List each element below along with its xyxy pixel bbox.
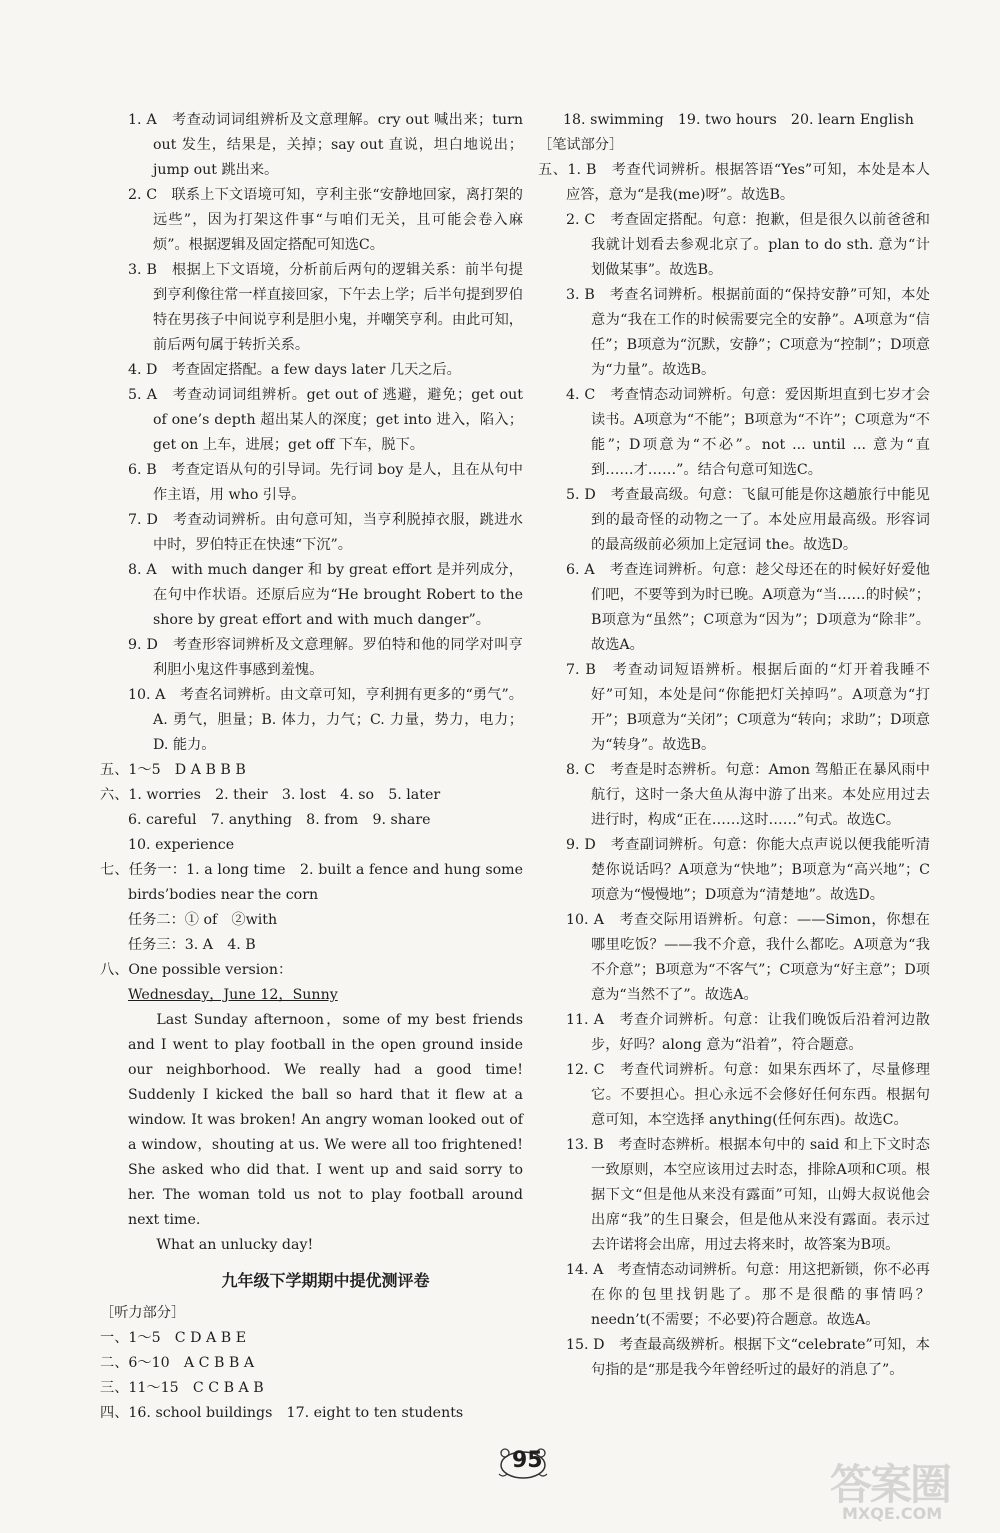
answer-item: 7. B 考查动词短语辨析。根据后面的“灯开着我睡不好”可知，本处是问“你能把灯关掉吗”。A项意为“打开”；B项意为“关闭”；C项意为“转向；求助”；D项意为“转身”。故选B。 bbox=[566, 662, 930, 753]
listening-heading: ［听力部分］ bbox=[100, 1305, 186, 1321]
section-6-line2: 6. careful 7. anything 8. from 9. share bbox=[128, 812, 431, 828]
answer-item: 1. A 考查动词词组辨析及文意理解。cry out 喊出来；turn out 发生，结果是，关掉；say out 直说，坦白地说出；jump out 跳出来。 bbox=[128, 112, 523, 178]
watermark-url: MXQE.COM bbox=[842, 1504, 943, 1523]
exam-title: 九年级下学期期中提优测评卷 bbox=[221, 1271, 430, 1290]
listening-1: 一、1～5 C D A B E bbox=[100, 1330, 247, 1346]
answer-item: 6. A 考查连词辨析。句意：趁父母还在的时候好好爱他们吧，不要等到为时已晚。A项意为“当……的时候”；B项意为“虽然”；C项意为“因为”；D项意为“除非”。故选A。 bbox=[566, 562, 930, 653]
section-8-heading: 八、One possible version： bbox=[100, 962, 293, 978]
section-7-line3: 任务三：3. A 4. B bbox=[128, 937, 256, 953]
answer-item: 13. B 考查时态辨析。根据本句中的 said 和上下文时态一致原则，本空应该用过去时态，排除A项和C项。根据下文“但是他从来没有露面”可知，山姆大叔说他会出席“我”的生日聚会，但是他从来没有露面。表示过去许诺将会出席，用过去将来时，故答案为B项。 bbox=[566, 1137, 930, 1253]
listening-4: 四、16. school buildings 17. eight to ten students bbox=[100, 1405, 464, 1421]
left-column bbox=[100, 108, 523, 1426]
section-6-line1: 六、1. worries 2. their 3. lost 4. so 5. later bbox=[100, 787, 441, 803]
answer-item: 5. D 考查最高级。句意：飞鼠可能是你这趟旅行中能见到的最奇怪的动物之一了。本处应用最高级。形容词的最高级前必须加上定冠词 the。故选D。 bbox=[566, 487, 930, 553]
answer-item: 3. B 根据上下文语境，分析前后两句的逻辑关系：前半句提到亨利像往常一样直接回家，下午去上学；后半句提到罗伯特在男孩子中间说亨利是胆小鬼，并嘲笑亨利。由此可知，前后两句属于转折关系。 bbox=[128, 262, 523, 353]
section-5: 五、1～5 D A B B B bbox=[100, 762, 246, 778]
answer-item: 12. C 考查代词辨析。句意：如果东西坏了，尽量修理它。不要担心。担心永远不会修好任何东西。根据句意可知，本空选择 anything(任何东西)。故选C。 bbox=[566, 1062, 930, 1128]
essay-date-text: Wednesday，June 12，Sunny bbox=[128, 987, 338, 1003]
answer-item: 五、1. B 考查代词辨析。根据答语“Yes”可知，本处是本人应答，意为“是我(me)呀”。故选B。 bbox=[538, 162, 930, 203]
answer-item: 5. A 考查动词词组辨析。get out of 逃避，避免；get out of one’s depth 超出某人的深度；get into 进入，陷入；get on 上车，进展；get off 下车，脱下。 bbox=[128, 387, 523, 453]
answer-item: 4. D 考查固定搭配。a few days later 几天之后。 bbox=[128, 362, 461, 378]
answer-item: 3. B 考查名词辨析。根据前面的“保持安静”可知，本处意为“我在工作的时候需要完全的安静”。A项意为“信任”；B项意为“沉默，安静”；C项意为“控制”；D项意为“力量”。故选B。 bbox=[566, 287, 930, 378]
watermark-logo-text: 答案圈 bbox=[830, 1460, 951, 1509]
section-6-line3: 10. experience bbox=[128, 837, 235, 853]
essay-date bbox=[128, 983, 523, 1008]
page-number: 95 bbox=[512, 1448, 543, 1473]
answer-item: 8. C 考查是时态辨析。句意：Amon 驾船正在暴风雨中航行，这时一条大鱼从海中游了出来。本处应用过去进行时，构成“正在……这时……”句式。故选C。 bbox=[566, 762, 930, 828]
answer-item: 2. C 考查固定搭配。句意：抱歉，但是很久以前爸爸和我就计划看去参观北京了。plan to do sth. 意为“计划做某事”。故选B。 bbox=[566, 212, 930, 278]
answer-item: 4. C 考查情态动词辨析。句意：爱因斯坦直到七岁才会读书。A项意为“不能”；B项意为“不许”；C项意为“不能”；D项意为“不必”。not ... until ... 意为“直到……才……”。结合句意可知选C。 bbox=[566, 387, 930, 478]
written-heading: ［笔试部分］ bbox=[538, 137, 624, 153]
answer-item: 2. C 联系上下文语境可知，亨利主张“安静地回家，离打架的远些”，因为打架这件事“与咱们无关，且可能会卷入麻烦”。根据逻辑及固定搭配可知选C。 bbox=[128, 187, 523, 253]
essay-closing: What an unlucky day! bbox=[156, 1237, 314, 1253]
answer-item: 9. D 考查副词辨析。句意：你能大点声说以便我能听清楚你说话吗？A项意为“快地”；B项意为“高兴地”；C项意为“慢慢地”；D项意为“清楚地”。故选D。 bbox=[566, 837, 930, 903]
watermark bbox=[830, 1452, 990, 1528]
right-column bbox=[538, 108, 930, 1383]
answer-item: 9. D 考查形容词辨析及文意理解。罗伯特和他的同学对叫亨利胆小鬼这件事感到羞愧。 bbox=[128, 637, 523, 678]
answer-item: 14. A 考查情态动词辨析。句意：用这把新锁，你不必再在你的包里找钥匙了。那不是很酷的事情吗？needn’t(不需要；不必要)符合题意。故选A。 bbox=[566, 1262, 930, 1328]
answer-item: 6. B 考查定语从句的引导词。先行词 boy 是人，且在从句中作主语，用 who 引导。 bbox=[128, 462, 523, 503]
listening-3: 三、11～15 C C B A B bbox=[100, 1380, 264, 1396]
listening-line-18: 18. swimming 19. two hours 20. learn English bbox=[563, 112, 914, 128]
answer-item: 7. D 考查动词辨析。由句意可知，当亨利脱掉衣服，跳进水中时，罗伯特正在快速“下沉”。 bbox=[128, 512, 523, 553]
listening-2: 二、6～10 A C B B A bbox=[100, 1355, 255, 1371]
answer-item: 15. D 考查最高级辨析。根据下文“celebrate”可知，本句指的是“那是我今年曾经听过的最好的消息了”。 bbox=[566, 1337, 930, 1378]
answer-item: 11. A 考查介词辨析。句意：让我们晚饭后沿着河边散步，好吗？along 意为“沿着”，符合题意。 bbox=[566, 1012, 930, 1053]
answer-item: 10. A 考查名词辨析。由文章可知，亨利拥有更多的“勇气”。A. 勇气，胆量；B. 体力，力气；C. 力量，势力，电力；D. 能力。 bbox=[128, 687, 523, 753]
section-7-line2: 任务二：① of ②with bbox=[128, 912, 278, 928]
section-7-line1: 七、任务一：1. a long time 2. built a fence and hung some birds’bodies near the corn bbox=[100, 862, 523, 903]
essay-paragraph: Last Sunday afternoon，some of my best friends and I went to play football in the open ground inside our neighborhood. We really had a good time! Suddenly I kicked the ball so hard that it flew at a window. It was broken! An angry woman looked out of a window，shouting at us. We were all too frightened! She asked who did that. I went up and said sorry to her. The woman told us not to play football around next time. bbox=[128, 1012, 523, 1228]
answer-item: 8. A with much danger 和 by great effort 是并列成分，在句中作状语。还原后应为“He brought Robert to the shore by great effort and with much danger”。 bbox=[128, 562, 523, 628]
answer-item: 10. A 考查交际用语辨析。句意：——Simon，你想在哪里吃饭？——我不介意，我什么都吃。A项意为“我不介意”；B项意为“不客气”；C项意为“好主意”；D项意为“当然不了”。故选A。 bbox=[566, 912, 930, 1003]
